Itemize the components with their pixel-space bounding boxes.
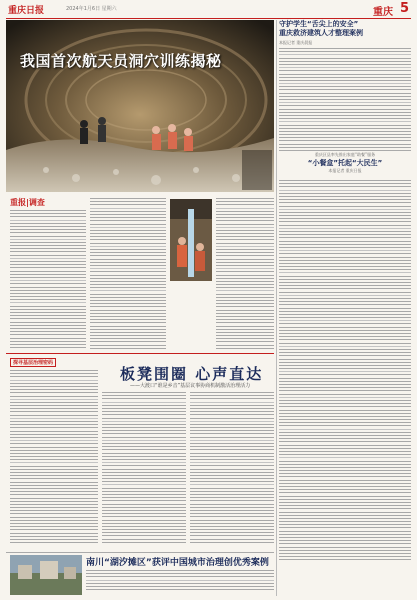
page-number: 5 <box>399 1 409 16</box>
mid-article-body <box>279 180 411 590</box>
cave-photo-illustration <box>6 20 274 192</box>
bottom-headline: 南川“湖汐摊区”获评中国城市治理创优秀案例 <box>86 558 269 568</box>
lower-left-column-1 <box>10 210 86 350</box>
cave-photo-title: 我国首次航天员洞穴训练揭秘 <box>20 52 222 70</box>
lower-left-column-2 <box>90 198 166 350</box>
section-tag-governance: 探寻基层治理密码 <box>10 358 56 367</box>
mid-article-byline: 本报记者 重庆日报 <box>328 168 362 173</box>
bottom-photo <box>10 555 82 595</box>
mid-article-headline: “小餐盒”托起“大民生” <box>307 159 383 167</box>
right-article-headline: 守护学生“舌尖上的安全” <box>279 20 359 28</box>
masthead <box>6 2 411 19</box>
right-article <box>279 20 411 46</box>
lower-left-column-3 <box>216 198 274 350</box>
mid-article <box>279 152 411 174</box>
astronaut-photo <box>170 199 212 281</box>
right-article-headline-2: 重庆救济建筑人才整理案例 <box>279 29 363 37</box>
astronaut-photo-illustration <box>170 199 212 281</box>
paper-name: 重庆日报 <box>8 6 45 16</box>
issue-date: 2024年1月6日 星期六 <box>66 6 117 12</box>
section-name: 重庆 <box>373 7 393 18</box>
cave-photo <box>6 20 274 192</box>
right-article-byline: 本报记者 重庆晨报 <box>279 40 313 45</box>
right-article-body <box>279 48 411 148</box>
bottom-article-body <box>86 570 274 596</box>
mid-article-kicker: 重庆区县率先推出家庭“助餐”服务 <box>314 152 376 157</box>
feature-headline: 板凳围圈 心声直达 <box>120 365 264 383</box>
feature-subheadline: ——大渡口“谁是乡音”基层议事协商机制激活治理活力 <box>130 383 251 389</box>
feature-column-2 <box>102 392 186 550</box>
section-tag-survey: 重报|调查 <box>10 198 45 207</box>
feature-column-1 <box>10 370 98 550</box>
feature-column-3 <box>190 392 274 550</box>
bottom-photo-illustration <box>10 555 82 595</box>
